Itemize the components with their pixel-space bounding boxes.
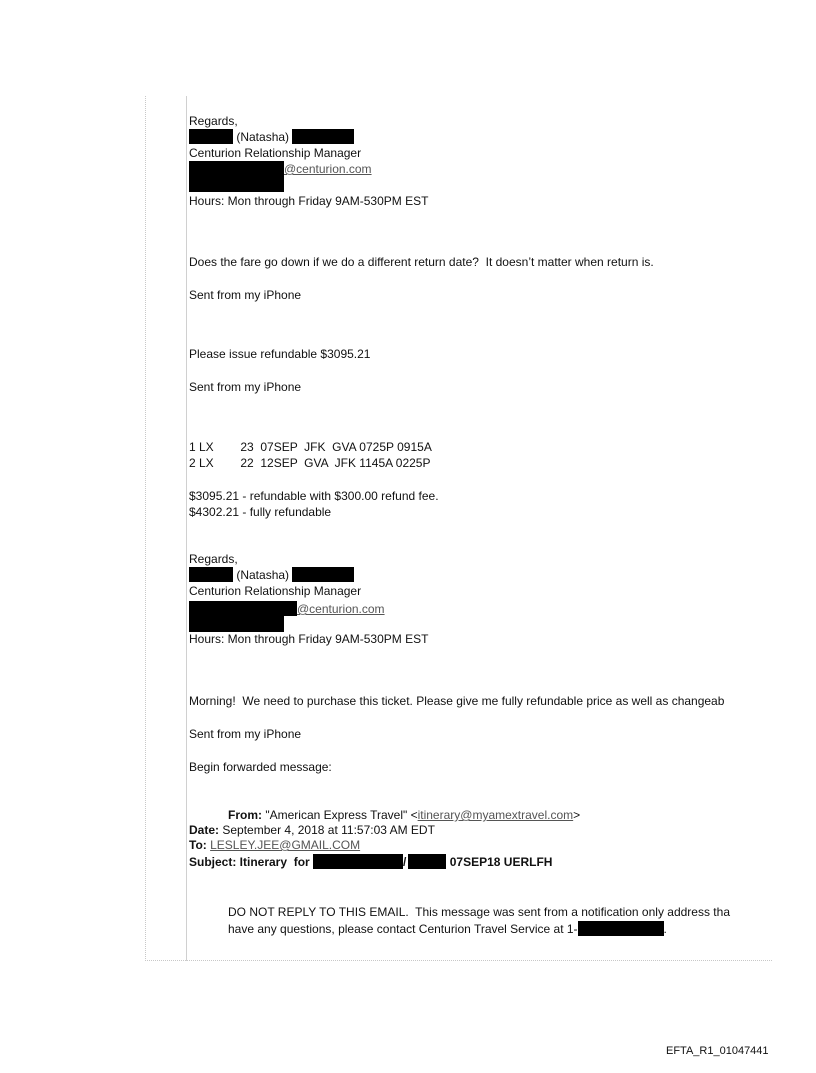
forwarded-label: Begin forwarded message: (189, 760, 332, 774)
quote-border-inner (186, 96, 188, 961)
date-line (189, 823, 435, 837)
redaction-block (189, 601, 297, 616)
itinerary-line: 1 LX 23 07SEP JFK GVA 0725P 0915A (189, 440, 432, 454)
redaction-block (292, 129, 354, 144)
redaction-block (189, 176, 284, 192)
from-name: "American Express Travel" < (265, 808, 418, 822)
signature-email-line (189, 601, 385, 616)
quote-border-outer (145, 96, 147, 961)
fare-line: $4302.21 - fully refundable (189, 505, 332, 519)
redaction-block (578, 921, 664, 936)
from-label: From: (228, 808, 262, 822)
subject-label: Subject: Itinerary for (189, 855, 310, 869)
email-link[interactable]: @centurion.com (297, 602, 385, 616)
from-line (228, 808, 580, 822)
redaction-block (189, 161, 284, 176)
signature-name: (Natasha) (236, 130, 290, 144)
email-link[interactable]: @centurion.com (284, 162, 372, 176)
from-close: > (573, 808, 581, 822)
itinerary-line: 2 LX 22 12SEP GVA JFK 1145A 0225P (189, 456, 431, 470)
notice-line-2 (228, 921, 667, 936)
message-text: Please issue refundable $3095.21 (189, 347, 371, 361)
to-line (189, 838, 360, 852)
redaction-block (313, 854, 403, 869)
from-email-link[interactable]: itinerary@myamextravel.com (417, 808, 574, 822)
notice-text: have any questions, please contact Centurion Travel Service at 1- (228, 922, 578, 936)
date-label: Date: (189, 823, 220, 837)
signature-title: Centurion Relationship Manager (189, 146, 362, 160)
fare-line: $3095.21 - refundable with $300.00 refund fee. (189, 489, 439, 503)
to-email-link[interactable]: LESLEY.JEE@GMAIL.COM (210, 838, 361, 852)
redaction-block (292, 567, 354, 582)
notice-period: . (663, 922, 667, 936)
redaction-block (189, 129, 233, 144)
signature-name: (Natasha) (236, 568, 290, 582)
document-id: EFTA_R1_01047441 (666, 1045, 769, 1057)
sent-from-text: Sent from my iPhone (189, 727, 302, 741)
signature-hours: Hours: Mon through Friday 9AM-530PM EST (189, 632, 429, 646)
notice-line-1: DO NOT REPLY TO THIS EMAIL. This message was sent from a notification only address tha (228, 905, 730, 919)
sent-from-text: Sent from my iPhone (189, 288, 302, 302)
regards-text: Regards, (189, 552, 238, 566)
sent-from-text: Sent from my iPhone (189, 380, 302, 394)
signature-title: Centurion Relationship Manager (189, 584, 362, 598)
subject-separator: / (403, 855, 407, 869)
to-label: To: (189, 838, 207, 852)
subject-line (189, 854, 552, 869)
redaction-block (408, 854, 446, 869)
date-value: September 4, 2018 at 11:57:03 AM EDT (222, 823, 435, 837)
subject-tail: 07SEP18 UERLFH (449, 855, 553, 869)
redaction-block (189, 616, 284, 632)
signature-email-line (189, 161, 372, 176)
signature-name-line (189, 567, 354, 582)
signature-name-line (189, 129, 354, 144)
message-text: Morning! We need to purchase this ticket. Please give me fully refundable price as well as changeab (189, 694, 725, 708)
regards-text: Regards, (189, 114, 238, 128)
quote-border-bottom (145, 960, 772, 962)
redaction-block (189, 567, 233, 582)
signature-hours: Hours: Mon through Friday 9AM-530PM EST (189, 194, 429, 208)
message-text: Does the fare go down if we do a different return date? It doesn’t matter when return is. (189, 255, 654, 269)
